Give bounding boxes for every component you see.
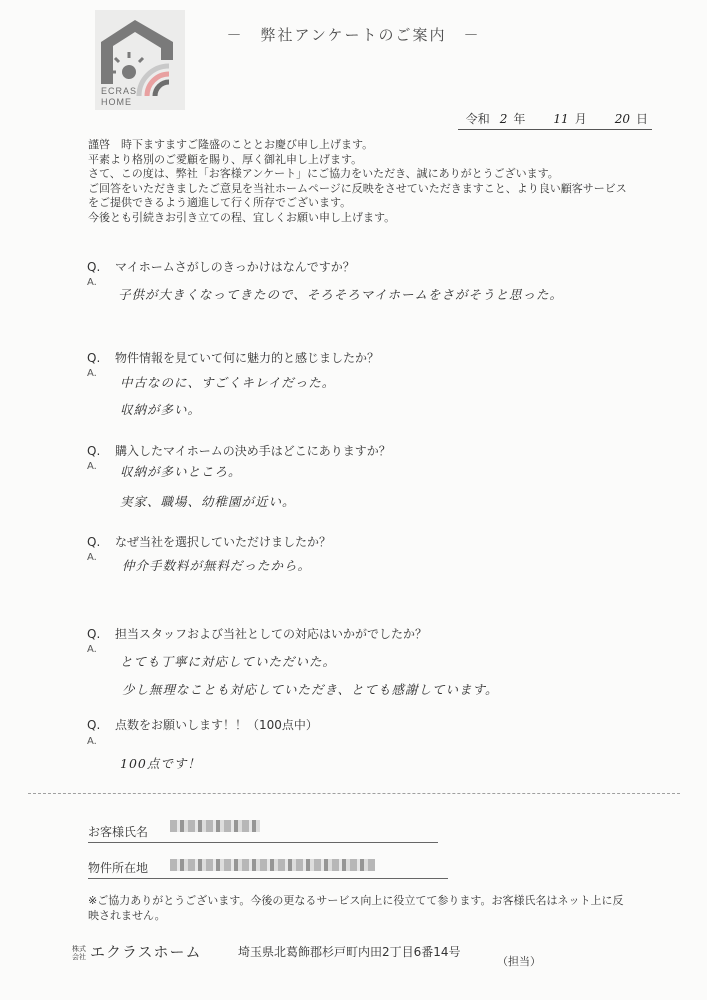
intro-line: 謹啓 時下ますますご隆盛のこととお慶び申し上げます。: [88, 138, 374, 151]
intro-paragraph: [88, 138, 668, 225]
page-title: － 弊社アンケートのご案内 －: [226, 26, 481, 44]
answer-mark-2: A.: [87, 368, 97, 379]
date-year: 2: [499, 112, 508, 126]
answer-6-line-1: 100点です！: [120, 756, 201, 771]
answer-4-line-1: 仲介手数料が無料だったから。: [122, 558, 312, 573]
answer-2-line-1: 中古なのに、すごくキレイだった。: [120, 375, 336, 390]
footer-note: ※ご協力ありがとうございます。今後の更なるサービス向上に役立てて参ります。お客様氏名はネット上に反映されません。: [88, 894, 624, 922]
customer-name-label: お客様氏名: [88, 825, 149, 839]
date-year-unit: 年: [513, 112, 526, 126]
company-type: 株式 会社: [72, 945, 86, 961]
intro-line: 平素より格別のご愛顧を賜り、厚く御礼申し上げます。: [88, 152, 363, 166]
intro-line: さて、この度は、弊社「お客様アンケート」にご協力をいただき、誠にありがとうございます。: [88, 167, 559, 180]
answer-5-line-1: とても丁寧に対応していただいた。: [120, 654, 337, 669]
date-era: 令和: [465, 112, 490, 126]
question-4: Q. なぜ当社を選択していただけましたか？: [87, 535, 332, 549]
property-address-redacted: [170, 859, 375, 871]
intro-line: をご提供できるよう適進して行く所存でございます。: [88, 196, 352, 209]
section-divider: [28, 793, 680, 794]
answer-3-line-1: 収納が多いところ。: [120, 464, 242, 479]
answer-2-line-2: 収納が多い。: [120, 402, 202, 417]
company-address: 埼玉県北葛飾郡杉戸町内田2丁目6番14号: [238, 945, 461, 959]
customer-name-underline: [88, 842, 438, 843]
answer-mark-5: A.: [87, 644, 97, 655]
question-6: Q. 点数をお願いします！！（100点中）: [87, 718, 318, 732]
customer-name-redacted: [170, 820, 260, 832]
property-address-label: 物件所在地: [88, 861, 149, 875]
staff-label: （担当）: [497, 955, 541, 968]
intro-line: 今後とも引続きお引き立ての程、宜しくお願い申し上げます。: [88, 210, 396, 224]
property-address-underline: [88, 878, 448, 879]
company-name: エクラスホーム: [90, 943, 202, 961]
date-day: 20: [614, 112, 630, 126]
answer-5-line-2: 少し無理なことも対応していただき、とても感謝しています。: [122, 682, 499, 697]
answer-mark-1: A.: [87, 277, 97, 288]
answer-mark-6: A.: [87, 736, 97, 747]
date-day-unit: 日: [635, 112, 648, 126]
question-3: Q. 購入したマイホームの決め手はどこにありますか？: [87, 444, 391, 458]
question-1: Q. マイホームさがしのきっかけはなんですか？: [87, 260, 355, 274]
logo-text-line1: ECRAS: [101, 86, 138, 96]
answer-3-line-2: 実家、職場、幼稚園が近い。: [120, 494, 296, 509]
date-month-unit: 月: [574, 112, 587, 126]
answer-mark-3: A.: [87, 461, 97, 472]
question-5: Q. 担当スタッフおよび当社としての対応はいかがでしたか？: [87, 627, 428, 641]
question-2: Q. 物件情報を見ていて何に魅力的と感じましたか？: [87, 351, 380, 365]
logo-text-line2: HOME: [101, 97, 132, 107]
date-month: 11: [553, 112, 569, 126]
answer-mark-4: A.: [87, 552, 97, 563]
answer-1-line-1: 子供が大きくなってきたので、そろそろマイホームをさがそうと思った。: [118, 287, 564, 302]
date-row: [458, 110, 652, 130]
intro-line: ご回答をいただきましたご意見を当社ホームページに反映をさせていただきますこと、より良い顧客サービス: [88, 181, 627, 195]
